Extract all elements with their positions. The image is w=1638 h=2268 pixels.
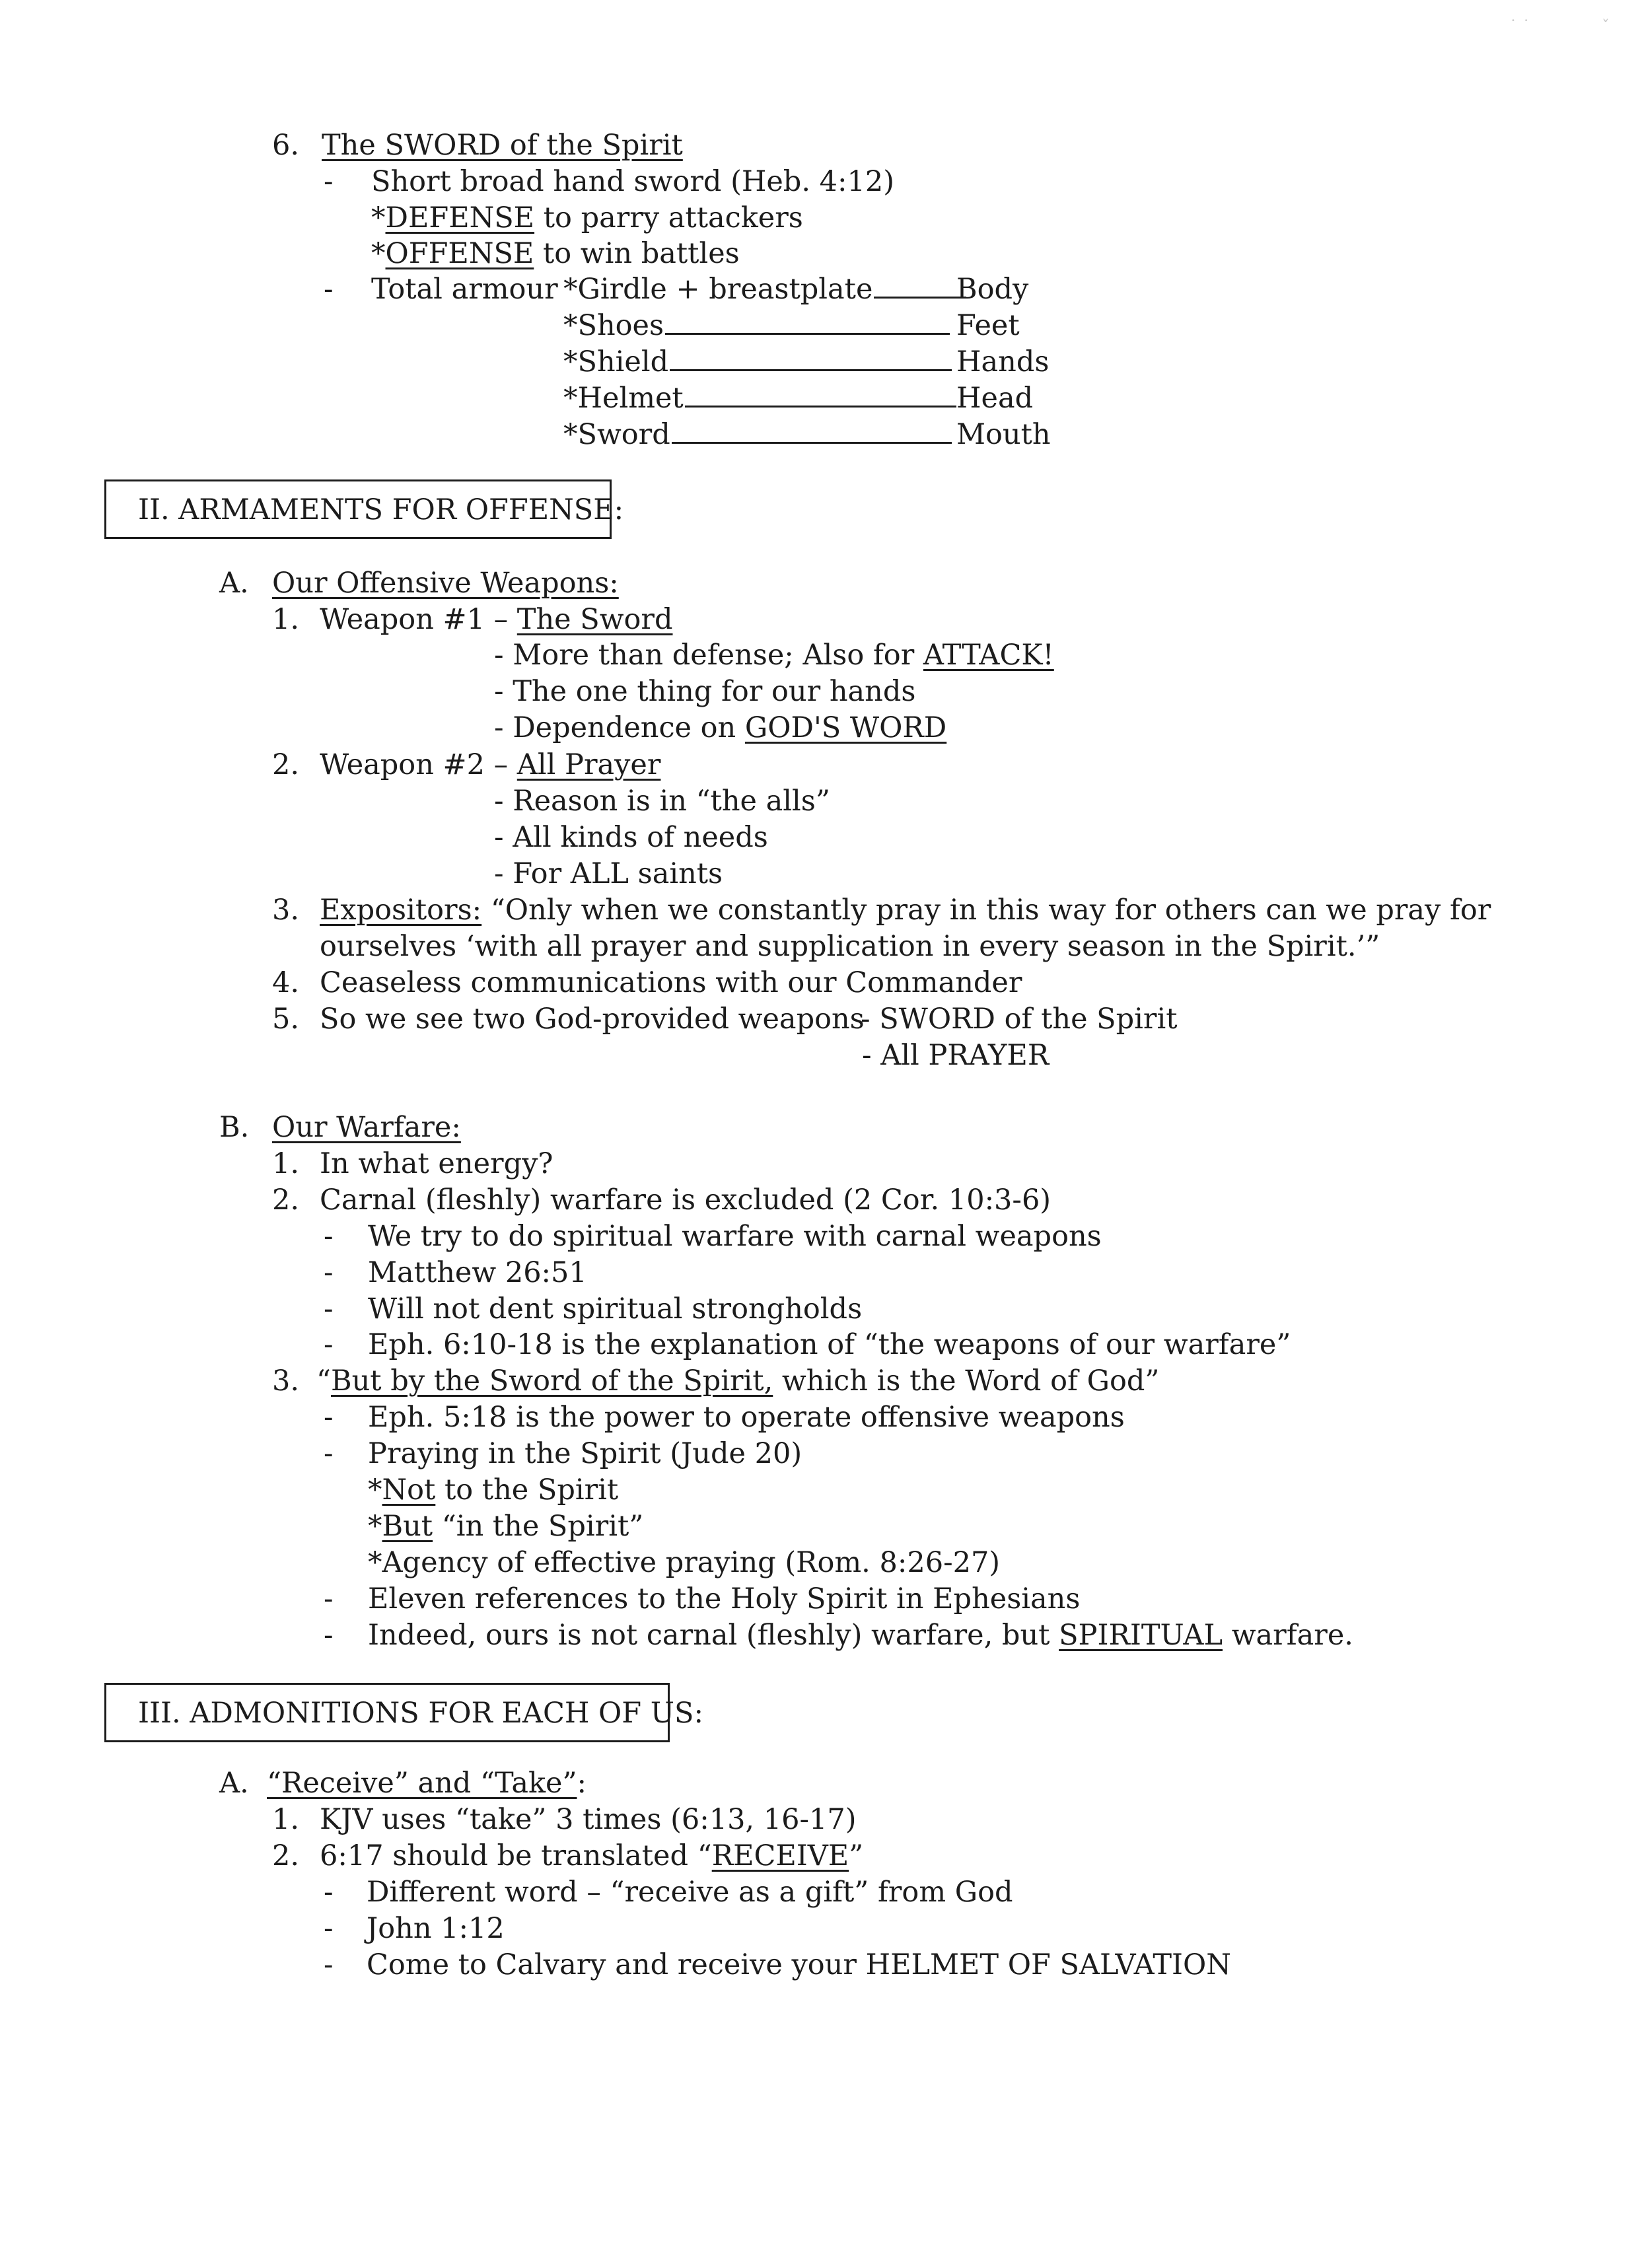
list-detail: We try to do spiritual warfare with carnal weapons (368, 1220, 1102, 1253)
armour-row: *Helmet (563, 380, 958, 416)
weapon-2-point: - All kinds of needs (494, 821, 768, 854)
list-item: Ceaseless communications with our Commander (320, 966, 1022, 999)
subsection-letter: A. (219, 567, 249, 600)
list-detail: Matthew 26:51 (368, 1256, 587, 1289)
list-detail: John 1:12 (367, 1912, 505, 1945)
list-detail: Eleven references to the Holy Spirit in Ephesians (368, 1582, 1081, 1615)
dash-marker: - (324, 1437, 334, 1470)
list-detail: Will not dent spiritual strongholds (368, 1293, 863, 1326)
dash-marker: - (324, 1328, 334, 1361)
dash-marker: - (324, 1582, 334, 1615)
list-subdetail: *Not to the Spirit (368, 1473, 619, 1506)
dash-marker: - (324, 1220, 334, 1253)
weapon-summary: - SWORD of the Spirit (861, 1003, 1178, 1036)
weapon-summary: - All PRAYER (862, 1039, 1050, 1072)
list-number: 3. (272, 1364, 300, 1398)
armour-body-part: Hands (956, 345, 1050, 378)
subsection-title: Our Offensive Weapons: (272, 567, 619, 600)
list-item: 6:17 should be translated “RECEIVE” (320, 1839, 864, 1872)
subsection-letter: A. (219, 1767, 249, 1800)
section-heading-box: II. ARMAMENTS FOR OFFENSE: (104, 479, 612, 539)
weapon-1-point: - The one thing for our hands (494, 675, 916, 708)
dash-marker: - (324, 1948, 334, 1981)
armour-body-part: Feet (956, 309, 1020, 342)
dash-marker: - (324, 165, 334, 198)
armour-row: *Shield (563, 344, 953, 380)
list-number: 3. (272, 894, 300, 927)
offense-line: *OFFENSE to win battles (371, 237, 740, 270)
list-detail: Eph. 6:10-18 is the explanation of “the weapons of our warfare” (368, 1328, 1291, 1361)
list-number: 1. (272, 1147, 300, 1180)
total-armour-label: Total armour (371, 273, 558, 306)
armour-body-part: Head (956, 382, 1034, 415)
list-detail: Come to Calvary and receive your HELMET OF SALVATION (367, 1948, 1231, 1981)
list-subdetail: *But “in the Spirit” (368, 1510, 644, 1543)
armour-row: *Sword (563, 417, 953, 452)
armour-item-title: The SWORD of the Spirit (322, 129, 683, 162)
dash-marker: - (324, 273, 334, 306)
dash-marker: - (324, 1619, 334, 1652)
subsection-title: Our Warfare: (272, 1111, 461, 1144)
armour-item-number: 6. (272, 129, 300, 162)
list-number: 5. (272, 1003, 300, 1036)
list-detail: Praying in the Spirit (Jude 20) (368, 1437, 802, 1470)
expositors-quote-cont: ourselves ‘with all prayer and supplication in every season in the Spirit.’” (320, 930, 1380, 963)
scan-speck: ˇ (1602, 17, 1610, 36)
list-number: 2. (272, 748, 300, 781)
weapon-2: Weapon #2 – All Prayer (320, 748, 661, 781)
weapon-1-point: - More than defense; Also for ATTACK! (494, 639, 1054, 672)
armour-row: *Shoes (563, 308, 951, 343)
weapon-1-point: - Dependence on GOD'S WORD (494, 711, 947, 744)
armour-row: *Girdle + breastplate (563, 271, 968, 307)
defense-line: *DEFENSE to parry attackers (371, 201, 803, 234)
list-item: So we see two God-provided weapons (320, 1003, 865, 1036)
list-number: 2. (272, 1839, 300, 1872)
list-detail: Indeed, ours is not carnal (fleshly) warfare, but SPIRITUAL warfare. (368, 1619, 1353, 1652)
list-item: KJV uses “take” 3 times (6:13, 16-17) (320, 1803, 857, 1836)
subsection-letter: B. (219, 1111, 250, 1144)
dash-marker: - (324, 1876, 334, 1909)
list-detail: Eph. 5:18 is the power to operate offensive weapons (368, 1401, 1125, 1434)
list-subdetail: *Agency of effective praying (Rom. 8:26-27) (368, 1546, 1001, 1579)
sword-description: Short broad hand sword (Heb. 4:12) (371, 165, 894, 198)
section-heading-box: III. ADMONITIONS FOR EACH OF US: (104, 1683, 670, 1742)
scan-speck: ˙ ˙ (1509, 17, 1530, 36)
list-item: Carnal (fleshly) warfare is excluded (2 Cor. 10:3-6) (320, 1184, 1051, 1217)
weapon-1: Weapon #1 – The Sword (320, 603, 673, 636)
expositors-quote: Expositors: “Only when we constantly pray in this way for others can we pray for (320, 894, 1491, 927)
dash-marker: - (324, 1912, 334, 1945)
dash-marker: - (324, 1256, 334, 1289)
weapon-2-point: - Reason is in “the alls” (494, 785, 830, 818)
dash-marker: - (324, 1293, 334, 1326)
list-number: 4. (272, 966, 300, 999)
weapon-2-point: - For ALL saints (494, 857, 723, 890)
list-number: 1. (272, 1803, 300, 1836)
list-number: 2. (272, 1184, 300, 1217)
list-number: 1. (272, 603, 300, 636)
list-item: In what energy? (320, 1147, 553, 1180)
list-item: “But by the Sword of the Spirit, which is the Word of God” (316, 1364, 1160, 1398)
subsection-title: “Receive” and “Take”: (267, 1767, 587, 1800)
dash-marker: - (324, 1401, 334, 1434)
armour-body-part: Body (956, 273, 1029, 306)
armour-body-part: Mouth (956, 418, 1051, 451)
list-detail: Different word – “receive as a gift” from God (367, 1876, 1013, 1909)
